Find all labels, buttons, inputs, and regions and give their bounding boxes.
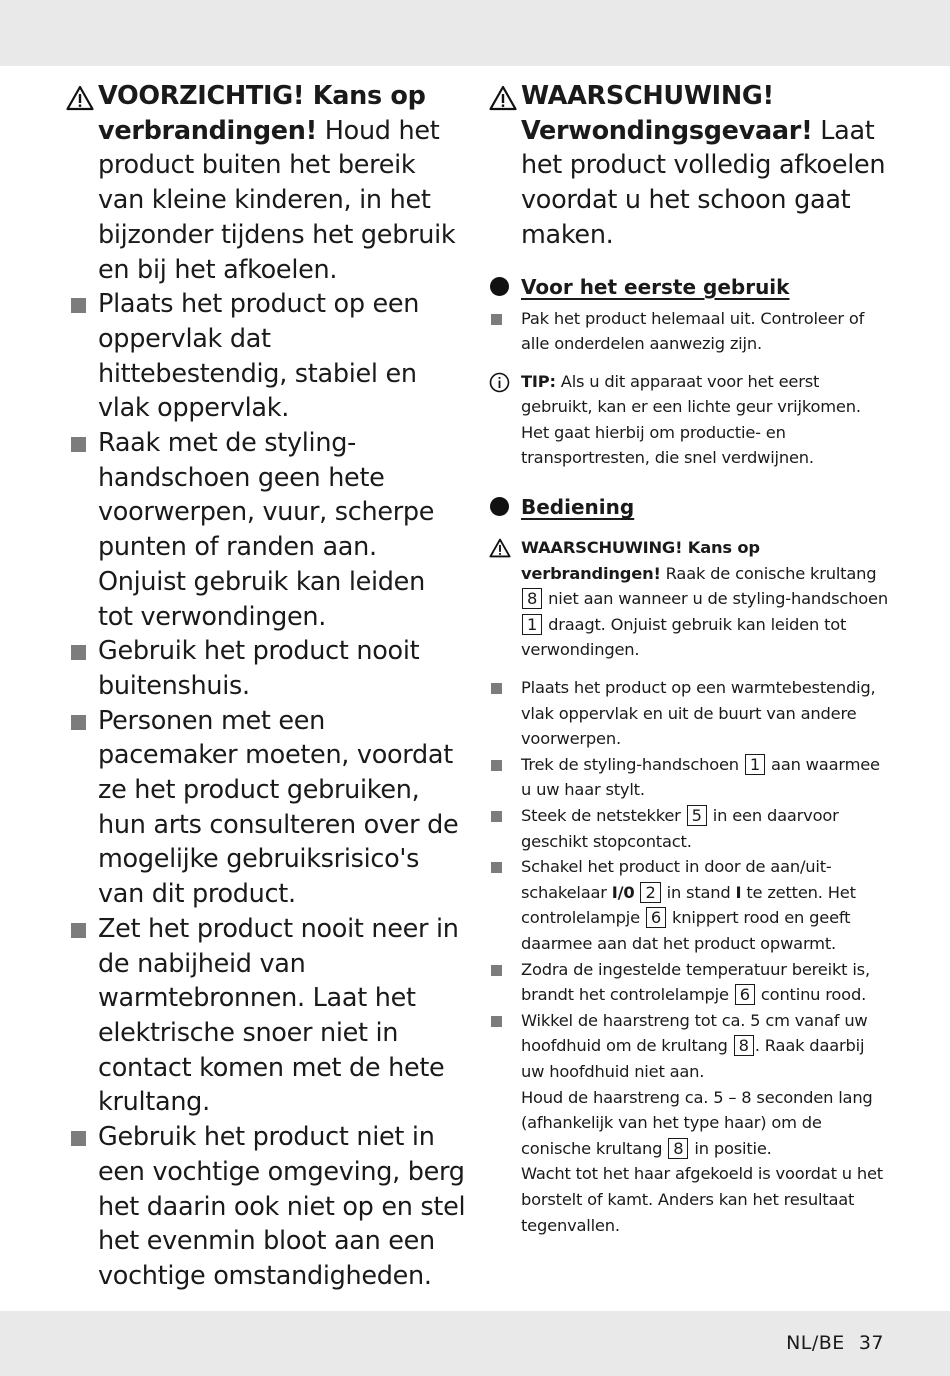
list-item-text: Wacht tot het haar afgekoeld is voordat u het borstelt of kamt. Anders kan het resultaat tegenvallen. <box>521 1164 883 1235</box>
part-ref: 5 <box>687 805 707 826</box>
list-item-text: Gebruik het product nooit buitenshuis. <box>98 636 420 701</box>
list-item-text: Plaats het product op een oppervlak dat hittebestendig, stabiel en vlak oppervlak. <box>98 289 420 424</box>
list-item <box>66 912 466 1120</box>
top-band <box>0 0 950 66</box>
list-item-text: te zetten. Het controlelampje <box>521 882 856 928</box>
warning-text: niet aan wanneer u de styling-handschoen <box>543 589 888 609</box>
page-number-value: 37 <box>858 1332 884 1354</box>
tip-label: TIP: <box>521 371 556 391</box>
list-item <box>489 803 889 854</box>
list-item-text: Houd de haarstreng ca. 5 – 8 seconden lang (afhankelijk van het type haar) om de conische krultang <box>521 1087 873 1158</box>
bullet-square-icon <box>491 683 502 694</box>
list-item-text: Trek de styling-handschoen <box>521 754 744 774</box>
warning-text: draagt. Onjuist gebruik kan leiden tot verwondingen. <box>521 614 847 660</box>
list-item <box>489 752 889 803</box>
right-column <box>489 79 889 1238</box>
warning-injury <box>489 79 889 253</box>
part-ref: 8 <box>734 1035 754 1056</box>
bullet-dot-icon <box>490 497 509 516</box>
bullet-square-icon <box>491 965 502 976</box>
list-item-text: aan waarmee u uw haar stylt. <box>521 754 880 800</box>
warning-burns-text: Houd het product buiten het bereik van kleine kinderen, in het bijzonder tijdens het gebruik en bij het afkoelen. <box>98 115 456 285</box>
list-item <box>66 1120 466 1294</box>
warning-burns-small <box>489 535 889 663</box>
list-item-text: Onjuist gebruik kan leiden tot verwondingen. <box>98 566 425 632</box>
bullet-square-icon <box>491 811 502 822</box>
warning-injury-text: Laat het product volledig afkoelen voordat u het schoon gaat maken. <box>521 115 886 250</box>
warning-burns <box>66 79 466 287</box>
list-item-text: in stand <box>661 882 736 902</box>
list-item <box>489 675 889 752</box>
list-item-text: in een daarvoor geschikt stopcontact. <box>521 806 839 851</box>
list-item <box>66 426 466 634</box>
section-heading-text: Voor het eerste gebruik <box>521 274 790 299</box>
part-ref: 6 <box>646 907 666 928</box>
list-item-text: Schakel het product in door de aan/uit-schakelaar <box>521 857 832 902</box>
part-ref: 2 <box>640 882 660 903</box>
warning-burns-title: VOORZICHTIG! Kans op verbrandingen! <box>98 81 426 146</box>
tip-text: Als u dit apparaat voor het eerst gebruikt, kan er een lichte geur vrijkomen. Het gaat hierbij om productie- en transportresten, die snel verdwijnen. <box>521 371 861 468</box>
bullet-square-icon <box>71 923 86 938</box>
list-item-text: Gebruik het product niet in een vochtige omgeving, berg het daarin ook niet op en stel het evenmin bloot aan een vochtige omstandigheden. <box>98 1122 466 1291</box>
list-item-text: Personen met een pacemaker moeten, voordat ze het product gebruiken, hun arts consulteren over de mogelijke gebruiksrisico's van dit product. <box>98 705 459 910</box>
list-item-text: Zodra de ingestelde temperatuur bereikt is, brandt het controlelampje <box>521 959 870 1005</box>
left-column <box>66 79 466 1294</box>
section-heading <box>489 493 889 521</box>
bullet-square-icon <box>71 1131 86 1146</box>
list-item-text: Wikkel de haarstreng tot ca. 5 cm vanaf uw hoofdhuid om de krultang <box>521 1010 868 1056</box>
list-item <box>66 704 466 912</box>
section-heading <box>489 273 889 301</box>
tip-note <box>489 369 889 471</box>
part-ref: 8 <box>668 1138 688 1159</box>
warning-injury-title: WAARSCHUWING! Verwondingsgevaar! <box>521 81 813 146</box>
bullet-square-icon <box>491 760 502 771</box>
list-item <box>66 287 466 426</box>
list-item <box>489 306 889 357</box>
language-code: NL/BE <box>786 1332 845 1354</box>
list-item <box>489 1008 889 1238</box>
list-item-text: knippert rood en geeft daarmee aan dat het product opwarmt. <box>521 908 851 953</box>
bullet-square-icon <box>71 437 86 452</box>
bullet-square-icon <box>71 645 86 660</box>
list-item-text: Zet het product nooit neer in de nabijheid van warmtebronnen. Laat het elektrische snoer niet in contact komen met de hete krultang. <box>98 913 459 1118</box>
warning-triangle-icon <box>66 85 94 111</box>
list-item <box>489 854 889 956</box>
bullet-square-icon <box>491 314 502 325</box>
list-item <box>66 634 466 703</box>
list-item-text: Raak met de styling-handschoen geen hete voorwerpen, vuur, scherpe punten of randen aan. <box>98 428 435 563</box>
list-item-text: . Raak daarbij uw hoofdhuid niet aan. <box>521 1036 865 1081</box>
bullet-dot-icon <box>490 277 509 296</box>
list-item <box>489 957 889 1008</box>
warning-title: WAARSCHUWING! Kans op verbrandingen! <box>521 538 760 583</box>
warning-triangle-icon <box>489 538 511 558</box>
list-item-text: continu rood. <box>755 985 867 1005</box>
list-item-text: in positie. <box>689 1138 772 1158</box>
info-icon <box>489 372 510 393</box>
footer-band <box>0 1311 950 1376</box>
switch-label: I/0 <box>611 882 635 902</box>
list-item-text: Steek de netstekker <box>521 806 686 826</box>
warning-triangle-icon <box>489 85 517 111</box>
list-item-text: Pak het product helemaal uit. Controleer of alle onderdelen aanwezig zijn. <box>521 308 865 354</box>
bullet-square-icon <box>71 298 86 313</box>
part-ref: 1 <box>745 754 765 775</box>
section-heading-text: Bediening <box>521 495 635 520</box>
part-ref: 6 <box>735 984 755 1005</box>
bullet-square-icon <box>491 862 502 873</box>
bullet-square-icon <box>71 715 86 730</box>
part-ref: 1 <box>522 614 542 635</box>
list-item-text: Plaats het product op een warmtebestendig, vlak oppervlak en uit de buurt van andere voorwerpen. <box>521 678 876 749</box>
bullet-square-icon <box>491 1016 502 1027</box>
page-number <box>786 1332 884 1354</box>
warning-text: Raak de conische krultang <box>660 563 877 583</box>
switch-position: I <box>735 882 742 902</box>
part-ref: 8 <box>522 588 542 609</box>
